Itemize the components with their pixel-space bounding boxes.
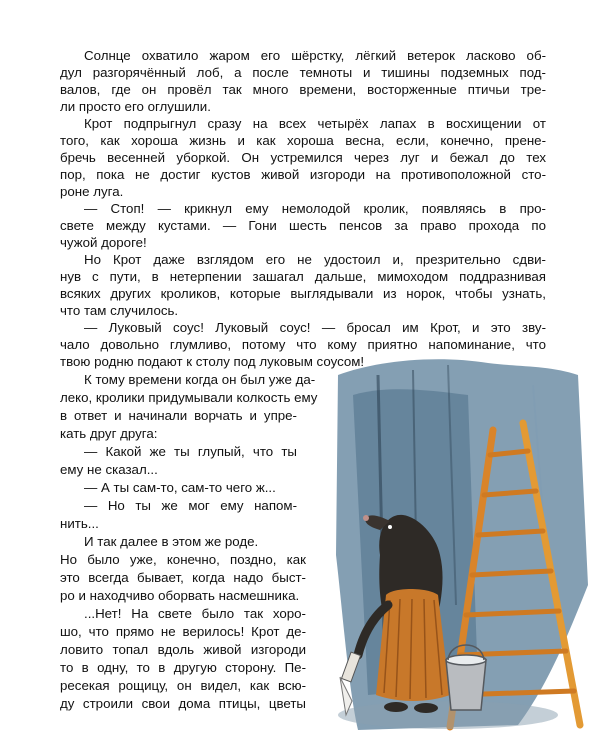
text-line: бречь весенней уборкой. Он устремился через луг и бежал до тех [60,150,546,165]
text-line: нить... [60,516,99,531]
text-line: чало довольно глумливо, потому что кому приятно напоминание, что [60,337,546,352]
text-line: что там случилось. [60,303,179,318]
text-line: пор, пока не достиг кустов живой изгороди на противоположной сто- [60,167,546,182]
text-line: — Луковый соус! Луковый соус! — бросал им Крот, и это зву- [84,320,546,335]
text-line: твою родню подают к столу под луковым соусом! [60,354,365,369]
text-line: К тому времени когда он был уже да- [84,372,316,387]
text-line: — А ты сам-то, сам-то чего ж... [84,480,276,495]
text-line: ловито топал вдоль живой изгороди [60,642,306,657]
text-line: дул разгорячённый лоб, а после темноты и тишины подземных под- [60,65,546,80]
text-line: Крот подпрыгнул сразу на всех четырёх лапах в восхищении от [84,116,546,131]
text-line: ду строили свои дома птицы, цветы [60,696,306,711]
text-line: — Стоп! — крикнул ему немолодой кролик, появляясь в про- [84,201,546,216]
text-line: Но Крот даже взглядом его не удостоил и, презрительно сдви- [84,252,546,267]
text-line: чужой дороге! [60,235,147,250]
text-line: роне луга. [60,184,124,199]
text-line: леко, кролики придумывали колкость ему [60,390,318,405]
text-line: Но было уже, конечно, поздно, как [60,552,306,567]
text-line: ли просто его оглушили. [60,99,211,114]
text-line: — Какой же ты глупый, что ты [84,444,297,459]
text-line: — Но ты же мог ему напом- [84,498,297,513]
text-line: шо, что прямо не верилось! Крот де- [60,624,306,639]
text-line: ...Нет! На свете было так хоро- [84,606,306,621]
mole-on-ladder-illustration [318,355,600,735]
text-line: то в одну, то в другую сторону. Пе- [60,660,306,675]
text-line: всяких других кроликов, которые выглядывали из норок, чтобы узнать, [60,286,546,301]
text-line: нув с пути, в нетерпении зашагал дальше, мимоходом поддразнивая [60,269,546,284]
text-line: это всегда бывает, когда надо быст- [60,570,306,585]
text-line: кать друг друга: [60,426,158,441]
text-line: ресекая рощицу, он видел, как всю- [60,678,306,693]
text-line: И так далее в этом же роде. [84,534,259,549]
text-line: ро и находчиво оборвать насмешника. [60,588,300,603]
text-line: того, как хороша жизнь и как хороша весна, если, конечно, прене- [60,133,546,148]
text-line: ему не сказал... [60,462,158,477]
text-line: валов, где он провёл так много времени, восторженные птичьи тре- [60,82,546,97]
text-line: Солнце охватило жаром его шёрстку, лёгкий ветерок ласково об- [84,48,546,63]
text-line: в ответ и начинали ворчать и упре- [60,408,297,423]
text-line: свете между кустами. — Гони шесть пенсов за право прохода по [60,218,546,233]
